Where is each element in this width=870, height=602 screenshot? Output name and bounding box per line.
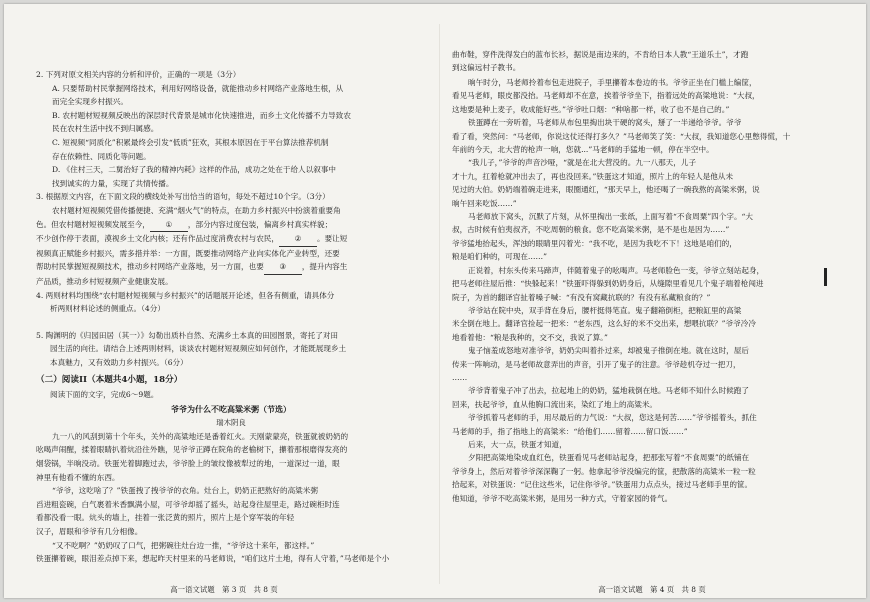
option-d-line2: 找到诚实的力量，实现了共情传播。 bbox=[52, 178, 174, 188]
story-paragraph: 铁蛋蹲在一旁听着，马老师从布包里掏出块干硬的窝头，掰了一半递给爷爷。爷爷 bbox=[468, 118, 742, 128]
story-line: 叔，古时候有伯夷叔齐，不吃周朝的粮食。您不吃高粱米粥，是不是也是因为……” bbox=[452, 225, 730, 235]
q3-text-line6: 产品质，推动乡村短视频产业健康发展。 bbox=[36, 276, 173, 286]
story-paragraph: 马老师放下窝头，沉默了片刻，从怀里掏出一张纸，上面写着“不食周粟”四个字。“大 bbox=[468, 212, 754, 222]
story-line: 看都没看一眼。炕头的墙上，挂着一张泛黄的照片，照片上是个穿军装的年轻 bbox=[36, 513, 295, 523]
story-line: 马老师的手，指了指地上的高粱米：“给他们……留着……留口饭……” bbox=[452, 426, 688, 436]
story-line: 回来，扶起爷爷，血从他胸口流出来，染红了地上的高粱米。 bbox=[452, 399, 658, 409]
story-line: 烟袋锅，半晌没动。铁蛋光着脚跑过去，爷爷脸上的皱纹像被犁过的地，一道深过一道，眼 bbox=[36, 459, 340, 469]
story-line: 看见马老师，眼皮都没抬。马老师却不在意，挨着爷爷坐下，指着远处的高粱地说：“大叔， bbox=[452, 91, 760, 101]
story-paragraph: 正说着，村东头传来马蹄声，伴随着鬼子的吆喝声。马老师脸色一变，爷爷立刻站起身， bbox=[468, 265, 765, 275]
story-paragraph: 后来，大一点，铁蛋才知道， bbox=[468, 439, 567, 449]
story-paragraph: “我儿子，”爷爷的声音沙哑，“就是在北大营没的。九一八那天，儿子 bbox=[468, 158, 697, 168]
story-line: 拾起来，对铁蛋说：“记住这些米，记住你爷爷。”铁蛋用力点点头，接过马老师手里的筐。 bbox=[452, 480, 753, 490]
story-paragraph: 爷爷站在院中央，双手背在身后，腰杆挺得笔直。鬼子翻箱倒柜，把粮缸里的高粱 bbox=[468, 305, 742, 315]
story-paragraph: “又不吃啊？”奶奶叹了口气，把粥碗往灶台边一推，“爷爷这十来年，都这样。” bbox=[52, 540, 315, 550]
story-line: 米全倒在地上。翻译官捡起一把米：“老东西，这么好的米不交出来，想喂抗联？”爷爷冷冷 bbox=[452, 319, 756, 329]
story-line: 汉子，眉眼和爷爷有几分相像。 bbox=[36, 527, 143, 536]
question-4-stem: 4. 两则材料均围绕“农村题材短视频与乡村振兴”的话题展开论述，但各有侧重，请具体分 bbox=[36, 290, 335, 300]
story-paragraph: 夕阳把高粱地染成血红色，铁蛋看见马老师站起身，把那张写着“不食周粟”的纸铺在 bbox=[468, 453, 750, 463]
blank-2[interactable]: ② bbox=[279, 232, 317, 247]
right-page-top bbox=[452, 48, 820, 75]
q3-text-line1: 农村题材短视频凭借传播便捷、充满“烟火气”的特点，在助力乡村振兴中扮演着重要角 bbox=[52, 205, 341, 215]
page-gutter bbox=[439, 24, 440, 584]
story-line: 地看着他：“粮是我种的，交不交，我说了算。” bbox=[452, 332, 608, 342]
question-3-stem: 3. 根据原文内容，在下面文段的横线处补写出恰当的语句，每处不超过10个字。（3分） bbox=[36, 192, 330, 202]
story-title: 爷爷为什么不吃高粱米粥（节选） bbox=[171, 403, 291, 414]
q3-text-line4: 视频真正赋能乡村振兴，需多措并举：一方面，既要推动网络产业向实体化产业转型，还要 bbox=[36, 248, 340, 258]
story-paragraph: 鬼子恼羞成怒地对准爷爷，奶奶尖叫着扑过来，却被鬼子推倒在地。就在这时，屋后 bbox=[468, 346, 749, 356]
question-2-stem: 2. 下列对原文相关内容的分析和评价，正确的一项是（3分） bbox=[36, 70, 241, 79]
option-b-line1: B. 农村题材短视频反映出的深层时代背景是城市化快速推进，而乡土文化传播不力导致农 bbox=[52, 110, 351, 120]
story-line: 神里有他看不懂的东西。 bbox=[36, 472, 120, 482]
story-paragraph: 九一八的风刮到第十个年头，关外的高粱地还是番着红火。天刚蒙蒙亮，铁蛋就被奶奶的 bbox=[52, 431, 349, 441]
story-line: 到这偏远村子教书。 bbox=[452, 63, 521, 73]
question-5-line3: 本真魅力，又有效助力乡村振兴。（6分） bbox=[50, 357, 188, 367]
section-2-instructions: 阅读下面的文字，完成6～9题。 bbox=[50, 390, 159, 400]
story-line: 爷爷猛地抬起头，浑浊的眼睛里闪着光：“我不吃，是因为我吃不下！这地是咱们的， bbox=[452, 238, 737, 248]
story-line: 吆喝声闹醒，揉着眼睛扒着炕沿往外瞧，见爷爷正蹲在院角的老榆树下，攥着那根磨得发亮的 bbox=[36, 445, 348, 455]
page-footer-right: 高一语文试题 第 4 页 共 8 页 bbox=[598, 585, 706, 594]
option-d-line1: D. 《住村三天，二舅治好了我的精神内耗》这样的作品，成功之处在于给人以叙事中 bbox=[52, 165, 337, 175]
story-paragraph: 晌午时分，马老师拎着布包走进院子，手里攥着本卷边的书。爷爷正坐在门槛上编筐， bbox=[468, 78, 757, 87]
story-paragraph: 爷爷背着鬼子冲了出去，拉起地上的奶奶，猛地栽倒在地。马老师不知什么时候跑了 bbox=[468, 386, 749, 396]
section-2-heading: （二）阅读II（本题共4小题，18分） bbox=[36, 375, 183, 386]
story-line: 见过的大伯。奶奶端着碗走进来，眼圈通红，“那天早上，他还喝了一碗我熬的高粱米粥，说 bbox=[452, 185, 760, 195]
story-line: 看了看，突然问：“马老师，你说这仗还得打多久？”马老师笑了笑：“大叔，我知道您心里憋得慌，十 bbox=[452, 131, 791, 141]
story-line: 爷爷身上，然后对着爷爷深深鞠了一躬。他拿起爷爷没编完的筐，把散落的高粱米一粒一粒 bbox=[452, 466, 756, 476]
story-line: 他知道，爷爷不吃高粱米粥，是用另一种方式，守着家园的骨气。 bbox=[452, 493, 673, 503]
binding-mark bbox=[824, 268, 827, 286]
option-a-line2: 而完全实现乡村振兴。 bbox=[52, 97, 128, 107]
question-5-stem: 5. 陶渊明的《归园田居（其一）》勾勒出质朴自然、充满乡土本真的田园图景，寄托了对田 bbox=[36, 330, 339, 340]
story-line: 舀进粗瓷碗，白气裹着米香飘满小屋，可爷爷却摇了摇头，站起身往屋里走，路过碗柜时连 bbox=[36, 499, 340, 509]
blank-3[interactable]: ③ bbox=[264, 260, 302, 275]
story-line: 院子，为首的翻译官扯着嗓子喊：“有没有窝藏抗联的？有没有私藏粮食的？” bbox=[452, 292, 711, 302]
story-line: 铁蛋攥着碗，眼泪差点掉下来，想起昨天村里来的马老师说，“咱们这片土地，得有人守着，”马老师是个小 bbox=[36, 554, 390, 564]
page-footer-left: 高一语文试题 第 3 页 共 8 页 bbox=[170, 585, 278, 594]
question-5-line2: 园生活的向往。请结合上述两则材料，谈谈农村题材短视频应如何创作，才能既展现乡土 bbox=[50, 344, 347, 354]
story-line: …… bbox=[452, 372, 468, 382]
option-c-line1: C. 短视频“同质化”积累最终会引发“低质”狂欢，其根本原因在于平台算法推荐机制 bbox=[52, 137, 329, 147]
story-line: 传来一阵响动，是马老师故意弄出的声音，引开了鬼子的注意。爷爷趁机夺过一把刀， bbox=[452, 359, 741, 369]
story-line: 粮是咱们种的，可现在……” bbox=[452, 252, 548, 262]
story-line: 把马老师往屋后推：“快躲起来！”铁蛋吓得躲到奶奶身后，从缝隙里看见几个鬼子端着枪闯进 bbox=[452, 279, 764, 289]
story-author: 瑞木阴良 bbox=[216, 418, 246, 428]
q3-text-line3: 不少创作停于表面，漠视乡土文化内核；还有作品过度消费农村与农民， ② 。要让短 bbox=[36, 232, 426, 247]
story-paragraph: 爷爷抓着马老师的手，用尽最后的力气说：“大叔，您这是何苦……”爷爷摇着头，抓住 bbox=[468, 413, 757, 423]
q3-text-line5: 帮助村民掌握短视频技术，推动乡村网络产业落地，另一方面，也要 ③ ，提升内容生 bbox=[36, 260, 426, 275]
left-page bbox=[36, 68, 426, 566]
right-page bbox=[452, 76, 820, 505]
story-paragraph: “爷爷，这吃啥了？”铁蛋拽了拽爷爷的衣角。灶台上，奶奶正把熬好的高粱米粥 bbox=[52, 486, 318, 496]
story-line: 曲布鞋，穿件洗得发白的蓝布长衫，据说是南边来的，不肯给日本人教“王道乐土”，才跑 bbox=[452, 50, 749, 59]
q3-text-line2: 色。但农村题材短视频发展至今， ① ，部分内容过度包装，偏离乡村真实样貌； bbox=[36, 218, 426, 233]
story-line: 这地要是种上麦子，收成能好些。”爷爷吐口烟：“种啥都一样，收了也不是自己的。” bbox=[452, 104, 730, 114]
story-line: 晌午回来吃饭……” bbox=[452, 198, 517, 208]
story-line: 才十九，扛着枪就冲出去了，再也没回来。”铁蛋这才知道，照片上的年轻人是他从未 bbox=[452, 171, 734, 181]
story-line: 年前的今天，北大营的枪声一响，您就...”马老师的手猛地一顿，停在半空中。 bbox=[452, 145, 714, 155]
exam-sheet bbox=[4, 4, 866, 598]
option-a-line1: A. 只要帮助村民掌握网络技术，利用好网络设备，就能推动乡村网络产业落地生根，从 bbox=[52, 83, 344, 93]
option-c-line2: 存在依赖性、同质化等问题。 bbox=[52, 151, 151, 161]
question-4-line2: 析两则材料论述的侧重点。（4分） bbox=[50, 304, 165, 314]
option-b-line2: 民在农村生活中找不到归属感。 bbox=[52, 124, 159, 134]
blank-1[interactable]: ① bbox=[150, 218, 188, 233]
